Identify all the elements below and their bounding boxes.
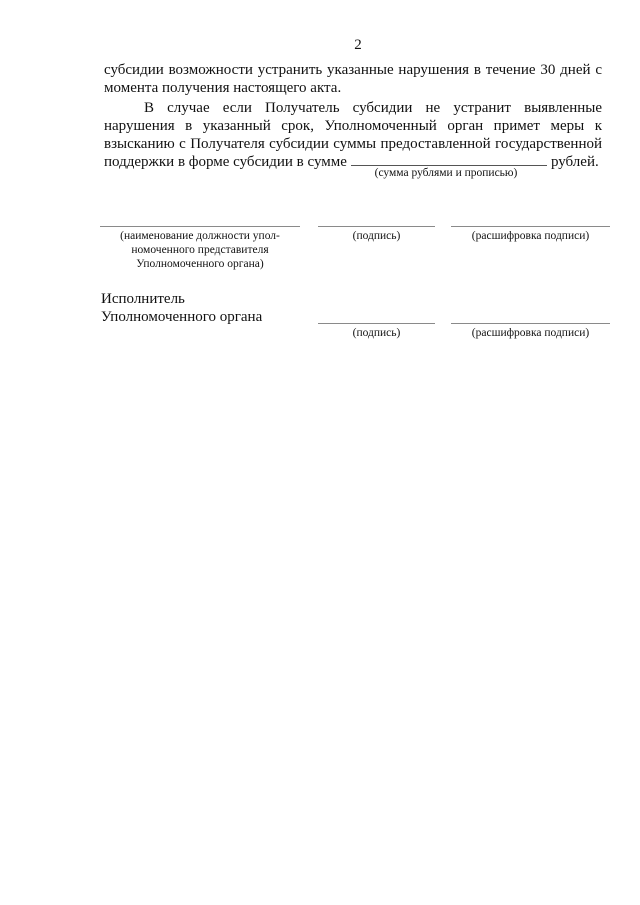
page-number: 2 xyxy=(354,37,362,53)
signature-decoding-line[interactable] xyxy=(451,226,610,227)
position-line[interactable] xyxy=(100,226,300,227)
executor-decoding-line[interactable] xyxy=(451,323,610,324)
paragraph-line: В случае если Получатель субсидии не устранит выявленные xyxy=(144,100,602,116)
executor-label: Исполнитель Уполномоченного органа xyxy=(101,291,263,325)
amount-caption: (сумма рублями и прописью) xyxy=(374,167,518,179)
amount-suffix: рублей. xyxy=(550,154,599,170)
paragraph-line: взысканию с Получателя субсидии суммы предоставленной государственной xyxy=(104,136,602,152)
paragraph-line: момента получения настоящего акта. xyxy=(104,80,342,96)
signature-caption: (подпись) xyxy=(352,230,401,242)
signature-line[interactable] xyxy=(318,226,435,227)
paragraph-recovery xyxy=(104,99,602,171)
amount-prefix: поддержки в форме субсидии в сумме xyxy=(104,154,347,170)
paragraph-line: субсидии возможности устранить указанные нарушения в течение 30 дней с xyxy=(104,62,602,78)
executor-signature-line[interactable] xyxy=(318,323,435,324)
executor-decoding-caption: (расшифровка подписи) xyxy=(471,327,590,339)
executor-signature-caption: (подпись) xyxy=(352,327,401,339)
paragraph-line: нарушения в указанный срок, Уполномоченный орган примет меры к xyxy=(104,118,602,134)
signature-decoding-caption: (расшифровка подписи) xyxy=(471,230,590,242)
position-caption: (наименование должности упол- номоченного представителя Уполномоченного органа) xyxy=(120,230,280,270)
amount-blank-field[interactable] xyxy=(351,153,547,166)
paragraph-deadline xyxy=(104,61,602,97)
